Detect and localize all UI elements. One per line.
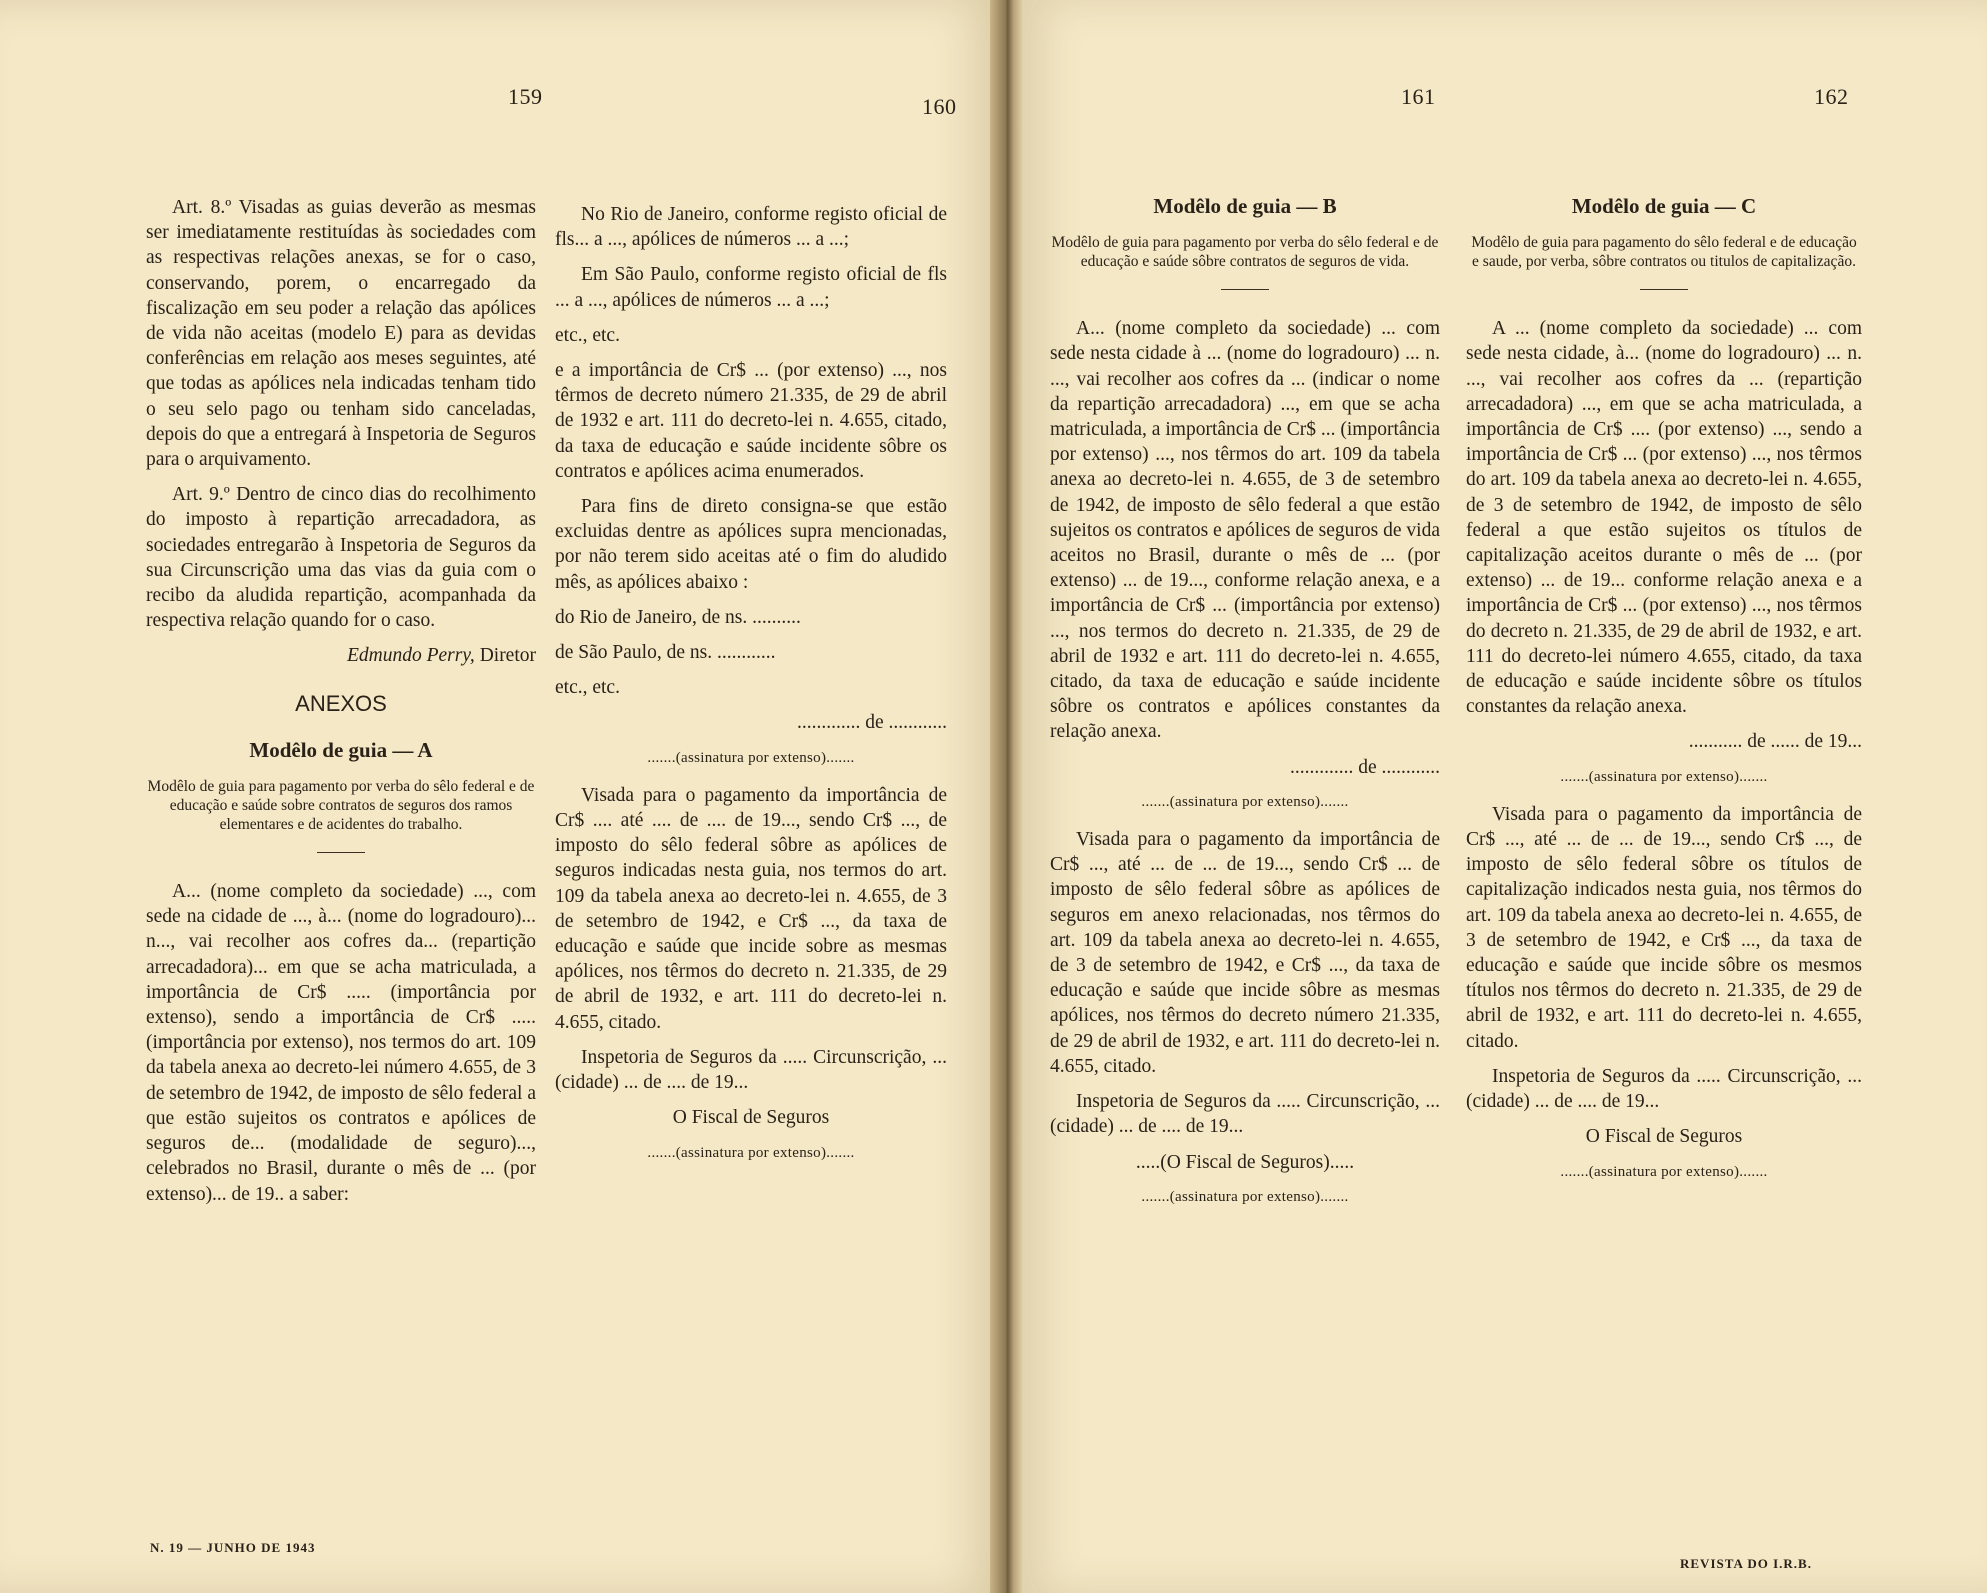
section-divider — [317, 852, 365, 853]
model-b-body: A... (nome completo da sociedade) ... com sede nesta cidade à ... (nome do logradouro) ... n. ..., vai recolher aos cofres da ... (indicar o nome da repartição arrecadadora) ..., em que se acha matriculada, a importância de Cr$ ... (importância por extenso) ..., nos têrmos do art. 109 da tabela anexa ao decreto-lei n. 4.655, de 3 de setembro de 1942, de imposto de sêlo federal a que estão sujeitos os contratos e apólices de seguros de vida aceitos no Brasil, durante o mês de ... (por extenso) ... de 19..., conforme relação anexa, e a importância de Cr$ ... (importância por extenso) ..., nos termos do decreto n. 21.335, de 29 de abril de 1932 e art. 111 do decreto-lei n. 4.655, citado, da taxa de educação e saúde incidente sôbre os contratos e apólices constantes da relação anexa. — [1050, 318, 1440, 743]
page-number-161: 161 — [1401, 84, 1436, 109]
registry-rio: No Rio de Janeiro, conforme registo oficial de fls... a ..., apólices de números ... a ...; — [555, 204, 947, 251]
model-c-body: A ... (nome completo da sociedade) ... com sede nesta cidade, à... (nome do logradouro) ... n. ..., vai recolher aos cofres da ... (repartição arrecadadora) ..., em que se acha matriculada, a importância de Cr$ .... (por extenso) ..., sendo a importância de Cr$ ... (por extenso) ..., nos têrmos do art. 109 da tabela anexa ao decreto-lei n. 4.655, de 3 de setembro de 1942, de imposto de sêlo federal a que estão sujeitos os títulos de capitalização aceitos durante o mês de ... (por extenso) ... de 19... conforme relação anexa e a importância de Cr$ ... (por extenso) ..., nos têrmos do decreto n. 21.335, de 29 de abril de 1932, e art. 111 do decreto-lei número 4.655, citado, da taxa de educação e saúde incidente sôbre os títulos constantes da relação anexa. — [1466, 318, 1862, 718]
date-line: ........... de ...... de 19... — [1688, 731, 1862, 753]
signature-line-2: .......(assinatura por extenso)....... — [1560, 1163, 1768, 1180]
date-line: ............. de ............ — [796, 712, 947, 734]
model-a-caption: Modêlo de guia para pagamento por verba do sêlo federal e de educação e saúde sobre contratos de seguros dos ramos elementares e de acidentes do trabalho. — [147, 778, 535, 834]
exclusion-paragraph: Para fins de direto consigna-se que estão excluidas dentre as apólices supra mencionadas, por não terem sido aceitas até o fim do aludido mês, as apólices abaixo : — [555, 496, 947, 593]
page-number-160: 160 — [922, 94, 957, 119]
signature-line: .......(assinatura por extenso)....... — [647, 749, 855, 766]
registry-sao-paulo: Em São Paulo, conforme registo oficial de fls ... a ..., apólices de números ... a ...; — [555, 264, 947, 311]
model-b-heading: Modêlo de guia — B — [1153, 194, 1337, 218]
section-divider — [1640, 289, 1688, 290]
signature-name: Edmundo Perry, — [346, 645, 475, 667]
signature-line-2: .......(assinatura por extenso)....... — [647, 1144, 855, 1161]
model-c-caption: Modêlo de guia para pagamento do sêlo federal e de educação e saude, por verba, sôbre contratos ou titulos de capitalização. — [1471, 234, 1857, 271]
inspetoria-paragraph: Inspetoria de Seguros da ..... Circunscrição, ... (cidade) ... de .... de 19... — [1466, 1065, 1862, 1113]
column-page-159 — [146, 195, 536, 1217]
inspetoria-paragraph: Inspetoria de Seguros da ..... Circunscrição, ... (cidade) ... de .... de 19... — [1050, 1091, 1440, 1138]
excluded-rio: do Rio de Janeiro, de ns. .......... — [555, 606, 801, 628]
signature-line: .......(assinatura por extenso)....... — [1560, 768, 1768, 785]
director-signature — [146, 643, 536, 668]
book-gutter — [990, 0, 1024, 1593]
column-page-160 — [555, 202, 947, 1178]
model-a-heading: Modêlo de guia — A — [249, 737, 433, 762]
footer-journal: REVISTA DO I.R.B. — [1680, 1556, 1812, 1571]
footer-issue: N. 19 — JUNHO DE 1943 — [150, 1540, 316, 1555]
anexos-heading: ANEXOS — [295, 690, 387, 716]
page-number-159: 159 — [508, 84, 543, 109]
visada-paragraph: Visada para o pagamento da importância de Cr$ ..., até ... de ... de 19..., sendo Cr$ ... de imposto de sêlo federal sôbre as apólices de seguros em anexo relacionadas, nos têrmos do art. 109 da tabela anexa ao decreto-lei n. 4.655, de 3 de setembro de 1942, e Cr$ ..., da taxa de educação e saúde que incide sôbre as mesmas apólices, nos têrmos do decreto número 21.335, de 29 de abril de 1932, e art. 111 do decreto-lei n. 4.655, citado. — [1050, 829, 1440, 1077]
excluded-sp: de São Paulo, de ns. ............ — [555, 642, 776, 664]
fiscal-title: O Fiscal de Seguros — [1585, 1126, 1743, 1148]
column-page-161 — [1050, 194, 1440, 1222]
date-line: ............. de ............ — [1289, 756, 1440, 778]
visada-paragraph: Visada para o pagamento da importância de Cr$ ..., até ... de ... de 19..., sendo Cr$ ..., de imposto de sêlo federal sôbre os títulos de capitalização indicados nesta guia, nos têrmos do art. 109 da tabela anexa ao decreto-lei n. 4.655, de 3 de setembro de 1942, e Cr$ ..., da taxa de educação e saúde que incide sôbre os mesmos títulos nos têrmos do decreto n. 21.335, de 29 de abril de 1932, e art. 111 do decreto-lei n. 4.655, citado. — [1466, 803, 1862, 1052]
etc-line: etc., etc. — [555, 324, 620, 346]
page-number-162: 162 — [1814, 84, 1849, 109]
importancia-paragraph: e a importância de Cr$ ... (por extenso) ..., nos têrmos de decreto número 21.335, de 29 de abril de 1932 e art. 111 do decreto-lei n. 4.655, citado, da taxa de educação e saúde incidente sôbre os contratos e apólices acima enumerados. — [555, 360, 947, 482]
article-9: Art. 9.º Dentro de cinco dias do recolhimento do imposto à repartição arrecadadora, as sociedades entregarão à Inspetoria de Seguros da sua Circunscrição uma das vias da guia com o recibo da aludida repartição, acompanhada da respectiva relação quando for o caso. — [146, 484, 536, 632]
etc-line-2: etc., etc. — [555, 677, 620, 699]
fiscal-title: .....(O Fiscal de Seguros)..... — [1135, 1151, 1355, 1173]
column-page-162 — [1466, 194, 1862, 1197]
inspetoria-paragraph: Inspetoria de Seguros da ..... Circunscrição, ... (cidade) ... de .... de 19... — [555, 1046, 947, 1094]
model-b-caption: Modêlo de guia para pagamento por verba do sêlo federal e de educação e saúde sôbre contratos de seguros de vida. — [1051, 234, 1439, 271]
signature-role: Diretor — [474, 645, 536, 667]
visada-paragraph: Visada para o pagamento da importância de Cr$ .... até .... de .... de 19..., sendo Cr$ ..., de imposto do sêlo federal sôbre as apólices de seguros indicadas nesta guia, nos termos do art. 109 da tabela anexa ao decreto-lei n. 4.655, de 3 de setembro de 1942, e Cr$ ..., da taxa de educação e saúde que incide sobre as mesmas apólices, nos têrmos do decreto n. 21.335, de 29 de abril de 1932, e art. 111 do decreto-lei n. 4.655, citado. — [555, 784, 947, 1033]
section-divider — [1221, 289, 1269, 290]
signature-line: .......(assinatura por extenso)....... — [1141, 793, 1349, 810]
model-a-body: A... (nome completo da sociedade) ..., com sede na cidade de ..., à... (nome do logradouro)... n..., vai recolher aos cofres da... (repartição arrecadadora)... em que se acha matriculada, a importância de Cr$ ..... (importância por extenso), sendo a importância de Cr$ ..... (importância por extenso), nos termos do art. 109 da tabela anexa ao decreto-lei número 4.655, de 3 de setembro de 1942, de imposto de sêlo federal a que estão sujeitos os contratos e apólices de seguros de... (modalidade de seguro)..., celebrados no Brasil, durante o mês de ... (por extenso)... de 19.. a saber: — [146, 881, 536, 1205]
fiscal-title: O Fiscal de Seguros — [672, 1107, 830, 1129]
signature-line-2: .......(assinatura por extenso)....... — [1141, 1188, 1349, 1205]
model-c-heading: Modêlo de guia — C — [1571, 194, 1757, 218]
article-8: Art. 8.º Visadas as guias deverão as mesmas ser imediatamente restituídas às sociedades com as respectivas relações anexas, se for o caso, conservando, porem, o encarregado da fiscalização em seu poder a relação das apólices de vida não aceitas (modelo E) para as devidas conferências em relação aos meses seguintes, até que todas as apólices nela indicadas tenham tido o seu selo pago ou tenham sido canceladas, depois do que a entregará à Inspetoria de Seguros para o arquivamento. — [146, 197, 536, 471]
